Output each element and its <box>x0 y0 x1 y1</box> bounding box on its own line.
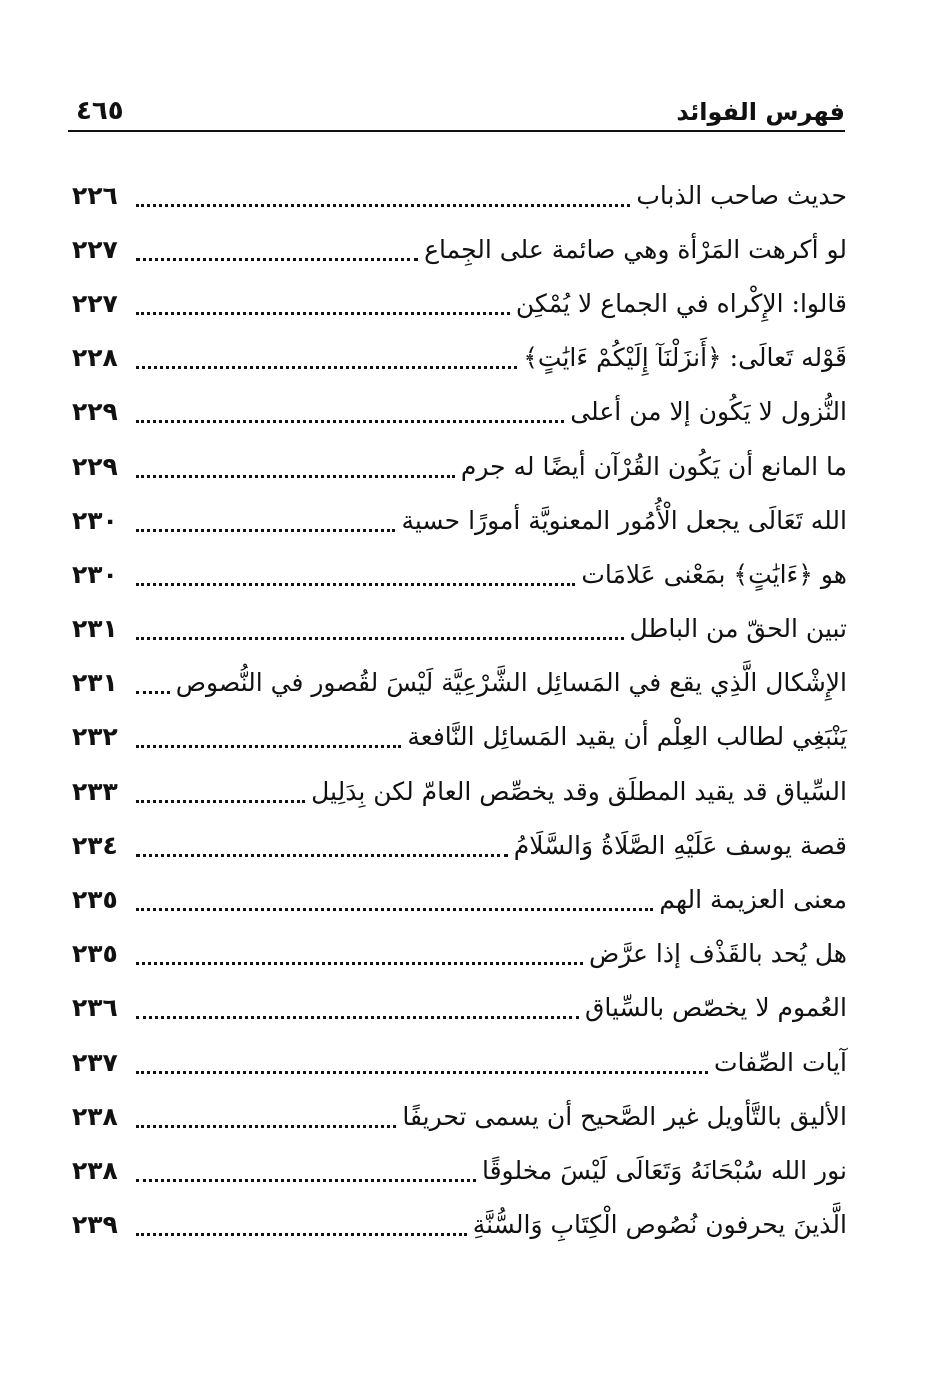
index-entry <box>72 493 847 547</box>
entry-title: هل يُحد بالقَذْف إذا عرَّض <box>589 939 847 969</box>
index-entry <box>72 602 847 656</box>
index-entry <box>72 656 847 710</box>
index-entry <box>72 927 847 981</box>
entry-title: العُموم لا يخصّص بالسِّياق <box>584 993 847 1023</box>
entry-page: ٢٣٩ <box>72 1210 118 1240</box>
entry-page: ٢٣٦ <box>72 993 118 1023</box>
index-list <box>72 168 847 1252</box>
entry-title: قالوا: الإِكْراه في الجماع لا يُمْكِن <box>515 288 847 318</box>
dot-leader <box>136 312 510 315</box>
entry-page: ٢٣٥ <box>72 885 118 915</box>
index-entry <box>72 1198 847 1252</box>
dot-leader <box>136 1016 579 1019</box>
entry-title: آيات الصِّفات <box>713 1047 847 1077</box>
dot-leader <box>136 204 630 207</box>
entry-page: ٢٢٧ <box>72 288 118 318</box>
entry-title: الَّذينَ يحرفون نُصُوص الْكِتَابِ وَالسُّنَّةِ <box>472 1210 847 1240</box>
entry-title: قصة يوسف عَلَيْهِ الصَّلَاةُ وَالسَّلَامُ <box>513 830 847 860</box>
entry-page: ٢٣٤ <box>72 830 118 860</box>
entry-title: الأليق بالتَّأويل غير الصَّحيح أن يسمى تحريفًا <box>402 1101 847 1131</box>
entry-title: لو أكرهت المَرْأة وهي صائمة على الجِماع <box>424 234 847 264</box>
entry-page: ٢٢٧ <box>72 234 118 264</box>
dot-leader <box>136 800 305 803</box>
index-entry <box>72 547 847 601</box>
dot-leader <box>136 1125 396 1128</box>
entry-page: ٢٣١ <box>72 668 118 698</box>
header-page-number: ٤٦٥ <box>76 96 124 126</box>
dot-leader <box>136 854 508 857</box>
index-entry <box>72 385 847 439</box>
dot-leader <box>136 1233 467 1236</box>
entry-title: ما المانع أن يَكُون القُرْآن أيضًا له جرم <box>460 451 847 481</box>
entry-title: الله تَعَالَى يجعل الْأُمُور المعنويَّة أمورًا حسية <box>401 505 847 535</box>
entry-page: ٢٣٨ <box>72 1155 118 1185</box>
index-entry <box>72 439 847 493</box>
dot-leader <box>136 962 583 965</box>
index-entry <box>72 818 847 872</box>
index-entry <box>72 1143 847 1197</box>
entry-title: معنى العزيمة الهم <box>659 885 847 915</box>
entry-title: تبين الحقّ من الباطل <box>629 614 847 644</box>
dot-leader <box>136 475 455 478</box>
dot-leader <box>136 745 401 748</box>
entry-page: ٢٢٨ <box>72 343 118 373</box>
entry-page: ٢٢٦ <box>72 180 118 210</box>
entry-page: ٢٣٠ <box>72 559 118 589</box>
index-entry <box>72 710 847 764</box>
dot-leader <box>136 691 170 694</box>
entry-page: ٢٣٨ <box>72 1101 118 1131</box>
dot-leader <box>136 637 624 640</box>
entry-page: ٢٣١ <box>72 614 118 644</box>
index-entry <box>72 1035 847 1089</box>
entry-page: ٢٣٣ <box>72 776 118 806</box>
entry-title: هو ﴿ءَايَٰتٍ﴾ بمَعْنى عَلامَات <box>581 559 847 589</box>
dot-leader <box>136 258 418 261</box>
index-entry <box>72 222 847 276</box>
index-entry <box>72 331 847 385</box>
dot-leader <box>136 1179 476 1182</box>
index-entry <box>72 872 847 926</box>
entry-page: ٢٣٧ <box>72 1047 118 1077</box>
index-entry <box>72 1089 847 1143</box>
dot-leader <box>136 583 575 586</box>
entry-title: النُّزول لا يَكُون إلا من أعلى <box>570 397 847 427</box>
entry-title: قَوْله تَعالَى: ﴿أَنزَلْنَآ إِلَيْكُمْ ءَايَٰتٍ﴾ <box>523 343 847 373</box>
index-entry <box>72 168 847 222</box>
entry-title: يَنْبَغِي لطالب العِلْم أن يقيد المَسائِل النَّافعة <box>407 722 847 752</box>
dot-leader <box>136 366 517 369</box>
running-header <box>68 92 845 132</box>
entry-title: السِّياق قد يقيد المطلَق وقد يخصِّص العامّ لكن بِدَلِيل <box>311 776 847 806</box>
entry-title: حديث صاحب الذباب <box>636 180 847 210</box>
entry-page: ٢٢٩ <box>72 451 118 481</box>
entry-page: ٢٣٥ <box>72 939 118 969</box>
dot-leader <box>136 420 564 423</box>
index-entry <box>72 276 847 330</box>
index-entry <box>72 981 847 1035</box>
dot-leader <box>136 1071 708 1074</box>
dot-leader <box>136 529 395 532</box>
index-entry <box>72 764 847 818</box>
dot-leader <box>136 908 653 911</box>
entry-page: ٢٢٩ <box>72 397 118 427</box>
header-title: فهرس الفوائد <box>676 98 845 126</box>
entry-page: ٢٣٠ <box>72 505 118 535</box>
entry-title: الإِشْكال الَّذِي يقع في المَسائِل الشَّرْعِيَّة لَيْسَ لقُصور في النُّصوص <box>175 668 847 698</box>
entry-title: نور الله سُبْحَانَهُ وَتَعَالَى لَيْسَ مخلوقًا <box>481 1155 847 1185</box>
entry-page: ٢٣٢ <box>72 722 118 752</box>
